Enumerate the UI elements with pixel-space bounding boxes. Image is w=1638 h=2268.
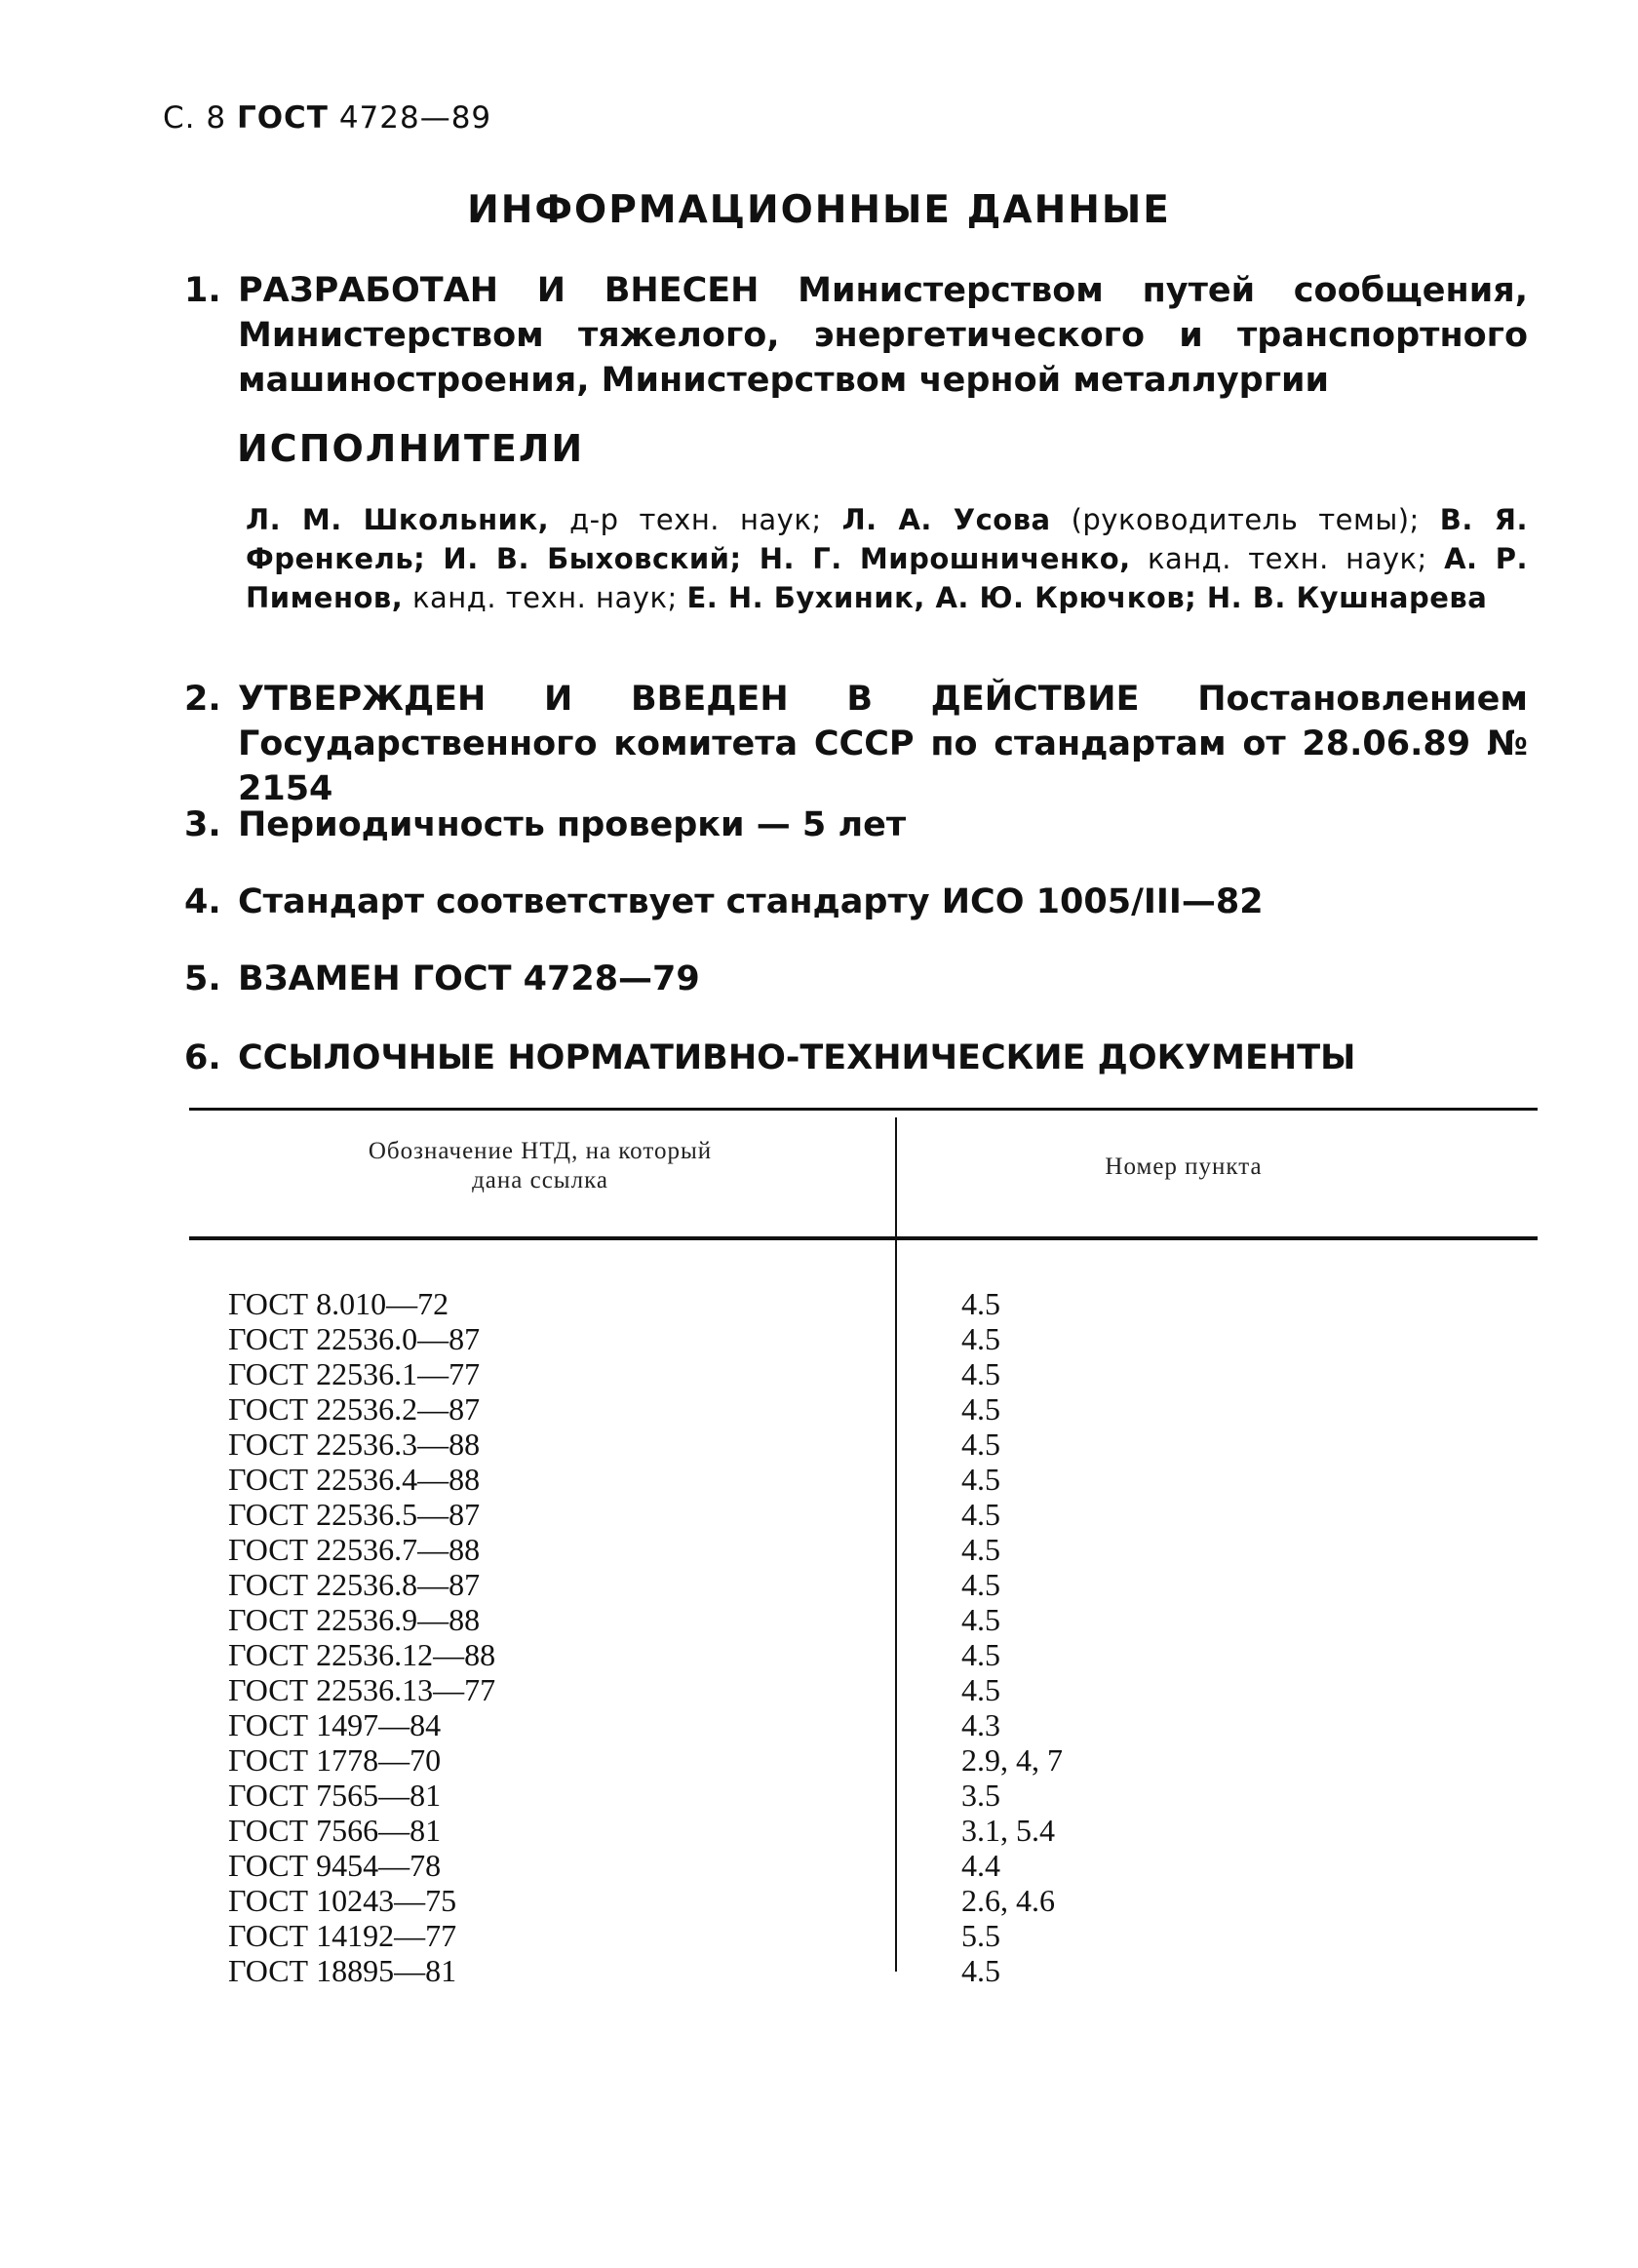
col-header-document bbox=[316, 1137, 764, 1195]
clause-number: 2.6, 4.6 bbox=[961, 1883, 1055, 1918]
item-lead: УТВЕРЖДЕН И ВВЕДЕН В ДЕЙСТВИЕ bbox=[238, 680, 1140, 719]
clause-number: 4.5 bbox=[961, 1286, 1000, 1321]
page-title: ИНФОРМАЦИОННЫЕ ДАННЫЕ bbox=[467, 188, 1171, 232]
document-designation: ГОСТ 1497—84 bbox=[228, 1707, 442, 1742]
document-designation: ГОСТ 8.010—72 bbox=[228, 1286, 449, 1321]
info-item-1 bbox=[186, 268, 1528, 403]
item-number: 4. bbox=[184, 882, 221, 921]
clause-number: 4.5 bbox=[961, 1637, 1000, 1672]
document-designation: ГОСТ 1778—70 bbox=[228, 1742, 442, 1778]
document-designation: ГОСТ 22536.2—87 bbox=[228, 1391, 481, 1427]
table-top-rule bbox=[189, 1108, 1538, 1111]
document-designation: ГОСТ 22536.9—88 bbox=[228, 1602, 481, 1637]
item-text: ВЗАМЕН ГОСТ 4728—79 bbox=[238, 959, 700, 998]
item-body bbox=[238, 268, 1528, 403]
page-header bbox=[163, 100, 491, 136]
clause-number: 4.4 bbox=[961, 1848, 1000, 1883]
page-number: С. 8 bbox=[163, 100, 227, 136]
executor-title: канд. техн. наук; bbox=[1147, 542, 1427, 575]
clause-number: 5.5 bbox=[961, 1918, 1000, 1953]
item-text: Периодичность проверки — 5 лет bbox=[238, 805, 907, 844]
executor-name: Л. М. Школьник, bbox=[246, 503, 550, 536]
document-designation: ГОСТ 7565—81 bbox=[228, 1778, 442, 1813]
item-number: 5. bbox=[184, 959, 221, 998]
info-item-4 bbox=[186, 880, 1528, 924]
document-designation: ГОСТ 14192—77 bbox=[228, 1918, 457, 1953]
executors-heading: ИСПОЛНИТЕЛИ bbox=[237, 427, 585, 470]
document-designation: ГОСТ 22536.1—77 bbox=[228, 1356, 481, 1391]
document-designation: ГОСТ 18895—81 bbox=[228, 1953, 457, 1988]
clause-number: 4.5 bbox=[961, 1672, 1000, 1707]
item-text: Министерством путей сообщения, Министерством тяжелого, энергетического и транспортного машиностроения, Министерством черной металлургии bbox=[238, 271, 1528, 400]
clause-number: 4.5 bbox=[961, 1602, 1000, 1637]
clause-number: 4.3 bbox=[961, 1707, 1000, 1742]
clause-number: 4.5 bbox=[961, 1427, 1000, 1462]
document-designation: ГОСТ 7566—81 bbox=[228, 1813, 442, 1848]
document-designation: ГОСТ 22536.13—77 bbox=[228, 1672, 496, 1707]
document-designation: ГОСТ 22536.4—88 bbox=[228, 1462, 481, 1497]
executor-title: канд. техн. наук; bbox=[412, 581, 678, 614]
item-body bbox=[238, 677, 1528, 811]
table-header-rule bbox=[189, 1236, 1538, 1240]
item-number: 1. bbox=[184, 271, 221, 310]
document-designation: ГОСТ 22536.7—88 bbox=[228, 1532, 481, 1567]
clause-number: 3.1, 5.4 bbox=[961, 1813, 1055, 1848]
document-designation: ГОСТ 9454—78 bbox=[228, 1848, 442, 1883]
clause-number: 4.5 bbox=[961, 1953, 1000, 1988]
document-designation: ГОСТ 22536.0—87 bbox=[228, 1321, 481, 1356]
document-designation: ГОСТ 22536.8—87 bbox=[228, 1567, 481, 1602]
clause-number: 3.5 bbox=[961, 1778, 1000, 1813]
item-text: Постановлением Государственного комитета СССР по стандартам от 28.06.89 № 2154 bbox=[238, 680, 1528, 808]
document-designation: ГОСТ 10243—75 bbox=[228, 1883, 457, 1918]
executor-name: В. Я. Френкель; И. В. Быховский; Н. Г. Мирошниченко, bbox=[246, 503, 1529, 575]
table-column-divider bbox=[895, 1117, 897, 1972]
executor-name: А. Р. Пименов, bbox=[246, 542, 1529, 614]
item-text: ССЫЛОЧНЫЕ НОРМАТИВНО-ТЕХНИЧЕСКИЕ ДОКУМЕНТЫ bbox=[238, 1038, 1356, 1077]
item-number: 3. bbox=[184, 805, 221, 844]
clause-number: 4.5 bbox=[961, 1462, 1000, 1497]
info-item-2 bbox=[186, 677, 1528, 811]
document-designation: ГОСТ 22536.3—88 bbox=[228, 1427, 481, 1462]
col-header-item: Номер пункта bbox=[1105, 1154, 1263, 1180]
clause-number: 4.5 bbox=[961, 1532, 1000, 1567]
clause-number: 4.5 bbox=[961, 1497, 1000, 1532]
executor-title: д-р техн. наук; bbox=[569, 503, 822, 536]
document-designation: ГОСТ 22536.12—88 bbox=[228, 1637, 496, 1672]
executor-name: Е. Н. Бухиник, А. Ю. Крючков; Н. В. Кушнарева bbox=[686, 581, 1488, 614]
executor-name: Л. А. Усова bbox=[841, 503, 1051, 536]
document-designation: ГОСТ 22536.5—87 bbox=[228, 1497, 481, 1532]
executor-title: (руководитель темы); bbox=[1071, 503, 1420, 536]
standard-code: ГОСТ bbox=[236, 100, 329, 136]
item-lead: РАЗРАБОТАН И ВНЕСЕН bbox=[238, 271, 760, 310]
info-item-3 bbox=[186, 802, 1528, 847]
item-number: 2. bbox=[184, 680, 221, 719]
info-item-6 bbox=[186, 1036, 1528, 1080]
clause-number: 4.5 bbox=[961, 1391, 1000, 1427]
clause-number: 4.5 bbox=[961, 1356, 1000, 1391]
info-item-5 bbox=[186, 957, 1528, 1001]
clause-number: 4.5 bbox=[961, 1567, 1000, 1602]
item-number: 6. bbox=[184, 1038, 221, 1077]
col-header-line: дана ссылка bbox=[472, 1167, 608, 1193]
col-header-line: Обозначение НТД, на который bbox=[368, 1138, 713, 1164]
executors-list bbox=[246, 500, 1528, 617]
clause-number: 2.9, 4, 7 bbox=[961, 1742, 1063, 1778]
item-text: Стандарт соответствует стандарту ИСО 1005/III—82 bbox=[238, 882, 1264, 921]
clause-number: 4.5 bbox=[961, 1321, 1000, 1356]
standard-number: 4728—89 bbox=[338, 100, 492, 136]
